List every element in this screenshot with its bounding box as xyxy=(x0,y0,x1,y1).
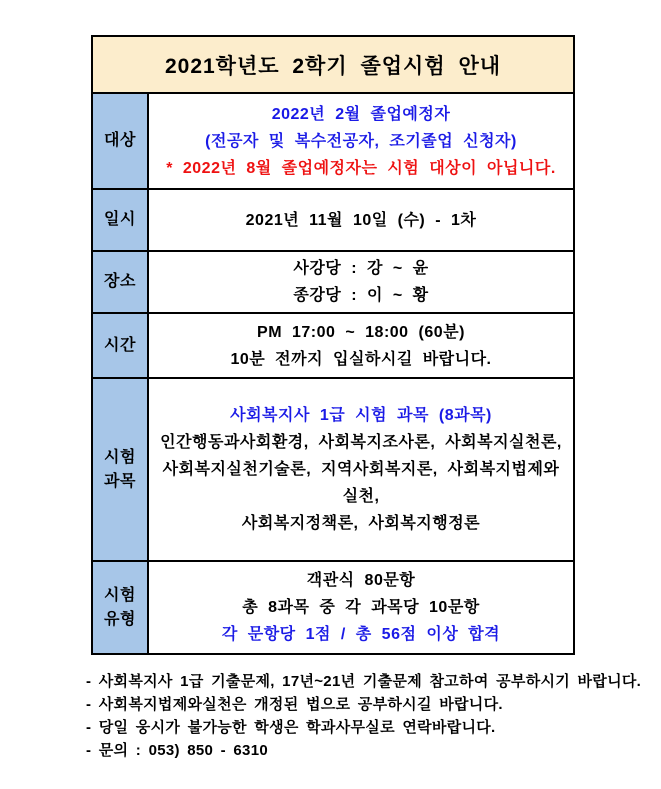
row-label-line: 유형 xyxy=(104,610,136,628)
row-date xyxy=(93,190,573,252)
content-line: 인간행동과사회환경, 사회복지조사론, 사회복지실천론, xyxy=(160,434,562,451)
row-label-line: 시험 xyxy=(104,448,136,466)
row-label-line: 과목 xyxy=(104,472,136,490)
exam-notice-table xyxy=(91,35,575,655)
content-line: 각 문항당 1점 / 총 56점 이상 합격 xyxy=(221,626,501,643)
row-subjects xyxy=(93,379,573,562)
content-line: * 2022년 8월 졸업예정자는 시험 대상이 아닙니다. xyxy=(166,159,556,177)
row-target-label xyxy=(93,94,149,188)
row-label-line: 시간 xyxy=(104,336,136,354)
row-subjects-label xyxy=(93,379,149,560)
content-line: 사회복지정책론, 사회복지행정론 xyxy=(241,515,481,532)
content-line: PM 17:00 ~ 18:00 (60분) xyxy=(257,323,465,341)
row-time xyxy=(93,314,573,379)
content-line: 총 8과목 중 각 과목당 10문항 xyxy=(242,599,480,616)
note-line: - 사회복지사 1급 기출문제, 17년~21년 기출문제 참고하여 공부하시기 바랍니다. xyxy=(86,673,642,690)
content-line: 사강당 : 강 ~ 윤 xyxy=(293,260,429,277)
content-line: 사회복지사 1급 시험 과목 (8과목) xyxy=(230,407,492,424)
row-label-line: 대상 xyxy=(104,132,136,149)
row-place xyxy=(93,252,573,314)
content-line: (전공자 및 복수전공자, 조기졸업 신청자) xyxy=(205,132,517,150)
note-line: - 문의 : 053) 850 - 6310 xyxy=(86,742,268,759)
row-place-label xyxy=(93,252,149,312)
row-format-content xyxy=(149,562,573,653)
row-target-content xyxy=(149,94,573,188)
content-line: 객관식 80문항 xyxy=(306,572,416,589)
row-place-content xyxy=(149,252,573,312)
row-format-label xyxy=(93,562,149,653)
row-subjects-content xyxy=(149,379,573,560)
table-rows xyxy=(93,94,573,653)
content-line: 2021년 11월 10일 (수) - 1차 xyxy=(245,211,477,229)
note-line: - 당일 웅시가 불가능한 학생은 학과사무실로 연락바랍니다. xyxy=(86,719,496,736)
notice-title: 2021학년도 2학기 졸업시험 안내 xyxy=(93,37,573,94)
row-date-label xyxy=(93,190,149,250)
content-line: 10분 전까지 입실하시길 바랍니다. xyxy=(230,350,492,368)
content-line: 종강당 : 이 ~ 황 xyxy=(293,287,429,304)
note-line: - 사회복지법제와실천은 개정된 법으로 공부하시길 바랍니다. xyxy=(86,696,503,713)
row-label-line: 시험 xyxy=(104,586,136,604)
row-date-content xyxy=(149,190,573,250)
row-time-content xyxy=(149,314,573,377)
content-line: 사회복지실천기술론, 지역사회복지론, 사회복지법제와실천, xyxy=(162,461,560,505)
content-line: 2022년 2월 졸업예정자 xyxy=(271,105,451,123)
row-format xyxy=(93,562,573,653)
row-time-label xyxy=(93,314,149,377)
row-target xyxy=(93,94,573,190)
footer-notes xyxy=(86,670,642,762)
row-label-line: 장소 xyxy=(104,273,136,290)
row-label-line: 일시 xyxy=(104,211,136,228)
